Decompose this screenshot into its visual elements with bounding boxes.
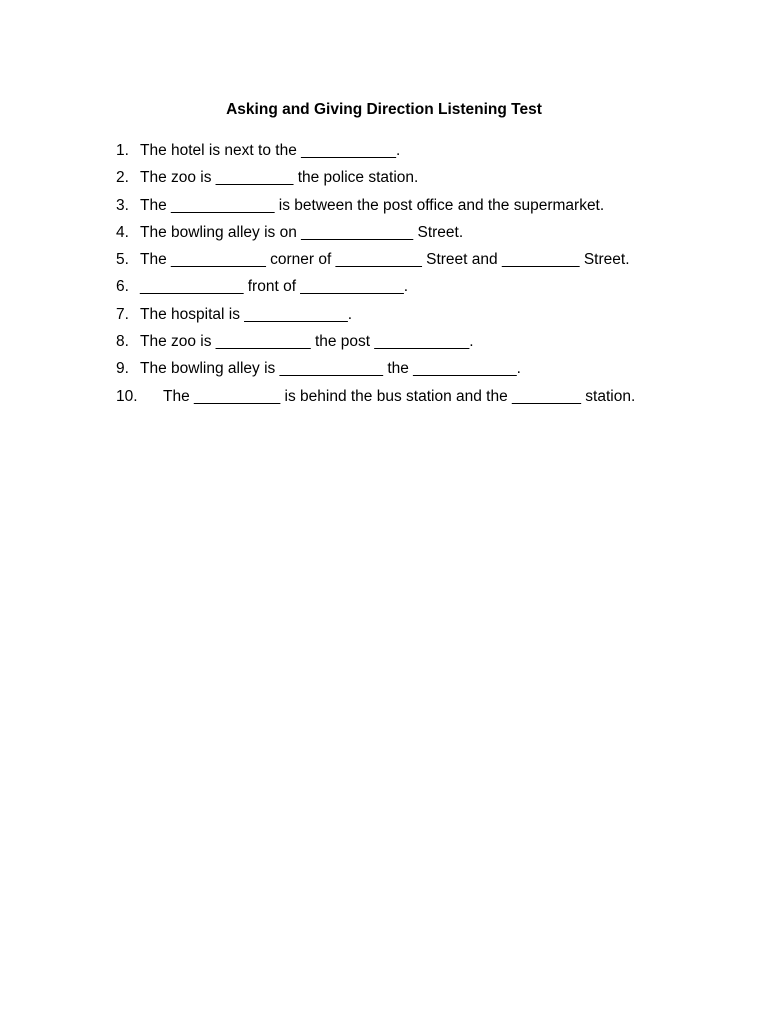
question-text: The hospital is ____________. xyxy=(140,305,352,323)
question-number: 4. xyxy=(116,223,129,241)
question-text: The __________ is behind the bus station and the ________ station. xyxy=(163,387,636,405)
question-text: The zoo is _________ the police station. xyxy=(140,169,419,187)
question-item xyxy=(116,387,635,414)
question-item xyxy=(116,141,635,168)
question-number: 10. xyxy=(116,387,138,405)
question-number: 1. xyxy=(116,142,129,159)
question-item xyxy=(116,305,635,332)
question-number: 5. xyxy=(116,251,129,269)
question-number: 8. xyxy=(116,333,129,351)
question-item xyxy=(116,223,635,250)
question-text: The hotel is next to the ___________. xyxy=(140,142,401,159)
question-number: 2. xyxy=(116,169,129,187)
question-number: 3. xyxy=(116,196,129,214)
question-text: The ___________ corner of __________ Street and _________ Street. xyxy=(140,251,630,269)
question-number: 7. xyxy=(116,305,129,323)
worksheet-title: Asking and Giving Direction Listening Test xyxy=(226,101,542,118)
question-item xyxy=(116,196,635,223)
question-number: 6. xyxy=(116,278,129,296)
question-item xyxy=(116,277,635,304)
question-item xyxy=(116,250,635,277)
question-text: ____________ front of ____________. xyxy=(140,278,409,296)
question-list xyxy=(116,141,635,414)
question-item xyxy=(116,168,635,195)
question-item xyxy=(116,332,635,359)
question-text: The ____________ is between the post office and the supermarket. xyxy=(140,196,605,214)
question-text: The bowling alley is on _____________ Street. xyxy=(140,223,464,241)
question-item xyxy=(116,359,635,386)
question-text: The zoo is ___________ the post ___________. xyxy=(140,333,474,351)
question-text: The bowling alley is ____________ the ____________. xyxy=(140,360,521,378)
question-number: 9. xyxy=(116,360,129,378)
